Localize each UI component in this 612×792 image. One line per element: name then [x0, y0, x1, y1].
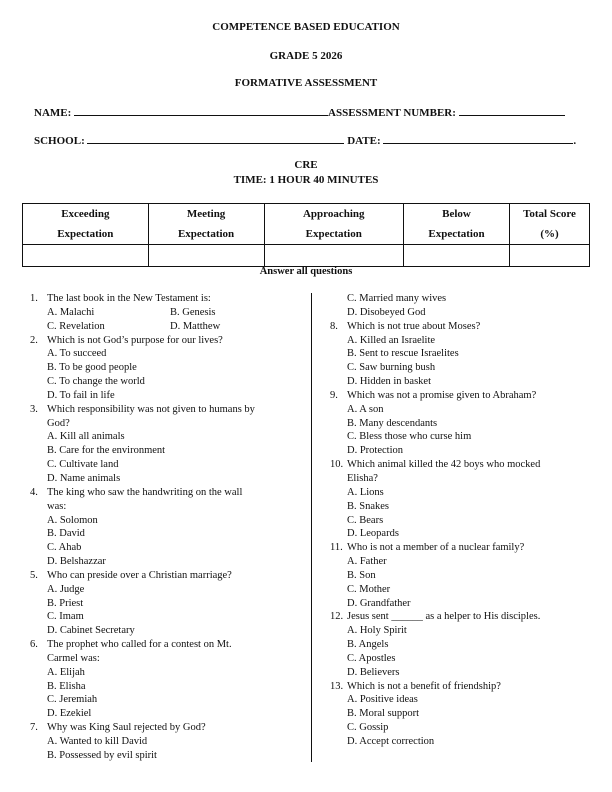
- answer-option[interactable]: C. Bears: [347, 514, 384, 526]
- answer-option[interactable]: C. Cultivate land: [47, 459, 119, 471]
- answer-option[interactable]: B. Son: [347, 569, 376, 581]
- answer-option[interactable]: A. Positive ideas: [347, 694, 418, 706]
- question-number: 2.: [30, 334, 38, 346]
- rubric-table: [22, 203, 590, 267]
- question-text: God?: [47, 417, 70, 429]
- answer-option[interactable]: A. Solomon: [47, 514, 98, 526]
- question-text: Which is not God’s purpose for our lives?: [47, 334, 223, 346]
- name-label: NAME:: [34, 107, 72, 119]
- date-end: .: [573, 135, 577, 147]
- assessment-number-label: ASSESSMENT NUMBER:: [328, 107, 456, 119]
- answer-option[interactable]: B. Priest: [47, 597, 84, 609]
- question-text: Which is not a benefit of friendship?: [347, 680, 501, 692]
- rubric-header-text: Below: [442, 208, 471, 220]
- answer-option[interactable]: C. Jeremiah: [47, 694, 98, 706]
- answer-option[interactable]: B. Elisha: [47, 680, 86, 692]
- rubric-header-text: Exceeding: [61, 208, 110, 220]
- question-item: [30, 486, 310, 569]
- rubric-header-cell: [148, 204, 264, 245]
- question-text: Elisha?: [347, 472, 378, 484]
- answer-option[interactable]: C. Married many wives: [347, 293, 447, 304]
- rubric-header-text: Meeting: [186, 208, 226, 220]
- answer-option[interactable]: D. Hidden in basket: [347, 376, 431, 388]
- question-item: [330, 292, 600, 320]
- question-number: 7.: [30, 722, 38, 734]
- answer-option[interactable]: C. Bless those who curse him: [347, 431, 472, 443]
- school-label: SCHOOL:: [34, 135, 85, 147]
- question-item: [30, 403, 310, 486]
- question-item: [30, 292, 310, 334]
- answer-option[interactable]: D. Disobeyed God: [347, 306, 426, 318]
- school-field[interactable]: [87, 133, 344, 144]
- rubric-score-cell[interactable]: [148, 245, 264, 267]
- rubric-header-text: Total Score: [523, 208, 576, 220]
- answer-option[interactable]: A. Malachi: [47, 306, 95, 318]
- answer-option[interactable]: C. Mother: [347, 583, 391, 595]
- grade-heading: GRADE 5 2026: [269, 50, 343, 62]
- answer-option[interactable]: B. Many descendants: [347, 417, 438, 429]
- question-number: 12.: [330, 611, 344, 623]
- question-number: 5.: [30, 569, 38, 581]
- options-grid: [47, 306, 310, 334]
- question-number: 4.: [30, 486, 38, 498]
- answer-option[interactable]: B. Angels: [347, 639, 389, 651]
- question-item: [30, 721, 310, 763]
- answer-option[interactable]: B. Moral support: [347, 708, 420, 720]
- question-text: The last book in the New Testament is:: [47, 293, 211, 304]
- question-number: 3.: [30, 403, 38, 415]
- answer-option[interactable]: C. To change the world: [47, 376, 145, 388]
- answer-option[interactable]: D. Ezekiel: [47, 708, 92, 720]
- answer-option[interactable]: C. Ahab: [47, 542, 82, 554]
- question-text: Carmel was:: [47, 652, 100, 664]
- answer-option[interactable]: A. Killed an Israelite: [347, 334, 436, 346]
- answer-option[interactable]: D. Name animals: [47, 472, 121, 484]
- answer-option[interactable]: A. A son: [347, 403, 384, 415]
- right-question-column: [330, 292, 600, 749]
- answer-option[interactable]: A. Wanted to kill David: [47, 736, 148, 747]
- assessment-type-heading: FORMATIVE ASSESSMENT: [234, 77, 378, 89]
- question-text: Jesus sent ______ as a helper to His disciples.: [347, 611, 541, 623]
- school-row: [34, 133, 576, 147]
- question-number: 11.: [330, 542, 343, 554]
- answer-option[interactable]: D. Believers: [347, 666, 400, 678]
- rubric-header-text: Expectation: [57, 228, 114, 240]
- answer-option[interactable]: B. Snakes: [347, 500, 389, 512]
- question-text: Which animal killed the 42 boys who mocked: [347, 459, 541, 471]
- answer-option[interactable]: C. Revelation: [47, 320, 105, 332]
- answer-option[interactable]: D. Accept correction: [347, 736, 435, 747]
- left-question-column: [30, 292, 310, 763]
- rubric-header-text: Expectation: [305, 228, 362, 240]
- answer-option[interactable]: A. Lions: [347, 486, 384, 498]
- question-item: [30, 334, 310, 403]
- rubric-header-cell: [23, 204, 149, 245]
- rubric-header-cell: [403, 204, 509, 245]
- answer-option[interactable]: A. To succeed: [47, 348, 107, 360]
- question-text: Which is not true about Moses?: [347, 320, 481, 332]
- rubric-header-cell: [510, 204, 590, 245]
- question-text: The king who saw the handwriting on the wall: [47, 486, 243, 498]
- answer-option[interactable]: A. Holy Spirit: [347, 625, 407, 637]
- answer-option[interactable]: C. Saw burning bush: [347, 362, 436, 374]
- answer-option[interactable]: A. Elijah: [47, 666, 85, 678]
- instruction: Answer all questions: [259, 266, 353, 277]
- question-item: [30, 638, 310, 721]
- question-text: Which responsibility was not given to humans by: [47, 403, 255, 415]
- question-item: [330, 389, 600, 458]
- answer-option[interactable]: C. Imam: [47, 611, 84, 623]
- question-text: Who can preside over a Christian marriage?: [47, 569, 232, 581]
- answer-option[interactable]: B. Genesis: [170, 306, 216, 318]
- rubric-score-cell[interactable]: [264, 245, 403, 267]
- answer-option[interactable]: D. Belshazzar: [47, 556, 106, 568]
- rubric-score-cell[interactable]: [403, 245, 509, 267]
- question-item: [330, 320, 600, 389]
- answer-option[interactable]: D. To fail in life: [47, 389, 115, 401]
- column-divider: [311, 293, 312, 762]
- rubric-header-text: Expectation: [177, 228, 235, 240]
- question-item: [330, 541, 600, 610]
- question-item: [30, 569, 310, 638]
- answer-option[interactable]: B. Sent to rescue Israelites: [347, 348, 459, 360]
- question-item: [330, 458, 600, 541]
- answer-option[interactable]: A. Father: [347, 556, 387, 568]
- answer-option[interactable]: B. Possessed by evil spirit: [47, 749, 157, 761]
- name-row: [34, 105, 565, 119]
- time-heading: TIME: 1 HOUR 40 MINUTES: [233, 174, 379, 186]
- question-number: 13.: [330, 680, 344, 692]
- question-text: was:: [47, 500, 67, 512]
- answer-option[interactable]: B. David: [47, 528, 85, 540]
- question-number: 9.: [330, 389, 338, 401]
- question-text: Why was King Saul rejected by God?: [47, 722, 206, 734]
- rubric-header-text: Approaching: [302, 208, 365, 220]
- rubric-header-text: (%): [540, 228, 559, 240]
- answer-option[interactable]: C. Apostles: [347, 652, 396, 664]
- name-field[interactable]: [74, 105, 328, 116]
- question-number: 10.: [330, 459, 344, 471]
- answer-option[interactable]: A. Judge: [47, 583, 85, 595]
- answer-option[interactable]: D. Grandfather: [347, 597, 411, 609]
- answer-option[interactable]: D. Cabinet Secretary: [47, 625, 135, 637]
- rubric-score-cell[interactable]: [23, 245, 149, 267]
- question-number: 8.: [330, 320, 338, 332]
- assessment-number-field[interactable]: [459, 105, 565, 116]
- subject-heading: CRE: [294, 159, 318, 171]
- date-label: DATE:: [347, 135, 381, 147]
- answer-option[interactable]: C. Gossip: [347, 722, 389, 734]
- answer-option[interactable]: D. Protection: [347, 445, 403, 457]
- answer-option[interactable]: A. Kill all animals: [47, 431, 125, 443]
- question-item: [330, 680, 600, 749]
- document-title: COMPETENCE BASED EDUCATION: [212, 21, 400, 33]
- rubric-header-cell: [264, 204, 403, 245]
- question-number: 1.: [30, 293, 38, 304]
- date-field[interactable]: [383, 133, 573, 144]
- answer-option[interactable]: D. Matthew: [170, 320, 221, 332]
- question-item: [330, 610, 600, 679]
- answer-option[interactable]: D. Leopards: [347, 528, 399, 540]
- answer-option[interactable]: B. To be good people: [47, 362, 137, 374]
- question-number: 6.: [30, 639, 38, 651]
- question-text: The prophet who called for a contest on Mt.: [47, 639, 232, 651]
- question-text: Which was not a promise given to Abraham?: [347, 389, 537, 401]
- answer-option[interactable]: B. Care for the environment: [47, 445, 166, 457]
- question-text: Who is not a member of a nuclear family?: [347, 542, 525, 554]
- rubric-score-cell[interactable]: [510, 245, 590, 267]
- rubric-header-text: Expectation: [428, 228, 485, 240]
